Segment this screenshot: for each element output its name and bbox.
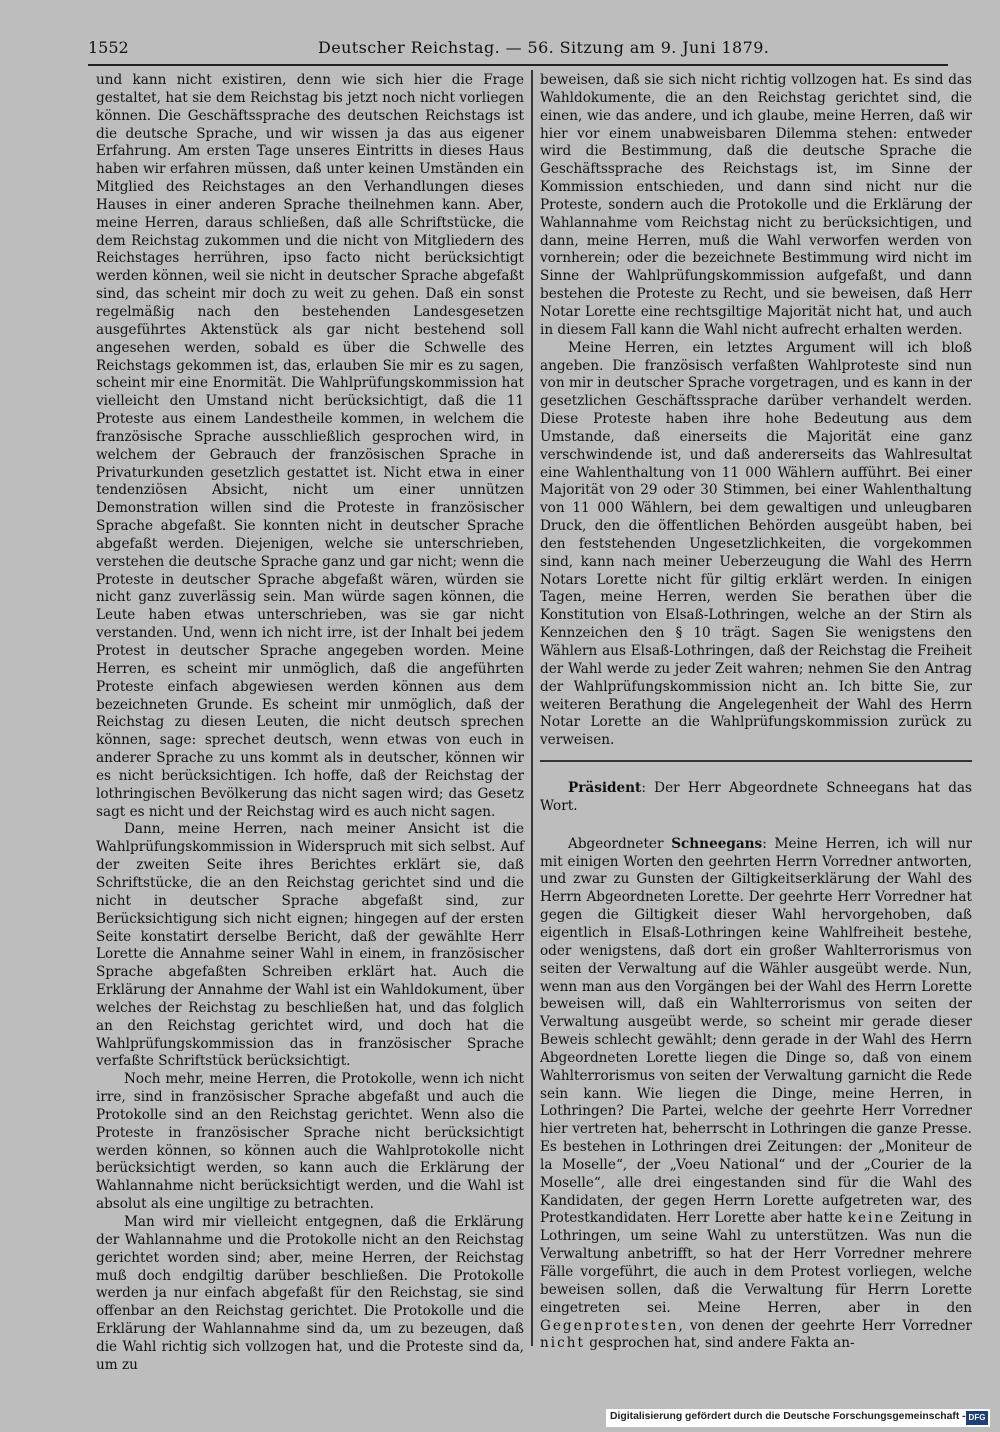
speaker-name: Präsident <box>568 780 642 797</box>
dfg-logo-icon: DFG <box>966 1411 988 1425</box>
emphasis: nicht <box>540 1335 585 1352</box>
digitization-footer <box>606 1409 990 1427</box>
paragraph: Man wird mir vielleicht entgegnen, daß die Erklärung der Wahlannahme und die Protokolle nicht an den Reichstag gerichtet worden sind; aber, meine Herren, der Reichstag muß doch endgiltig darüber beschließen. Die Protokolle werden ja nur einfach abgefaßt für den Reichstag, sie sind offenbar an den Reichstag gerichtet. Die Protokolle und die Erklärung der Wahlannahme sind da, um zu bezeugen, daß die Wahl richtig sich vollzogen hat, und die Proteste sind da, um zu <box>96 1214 524 1373</box>
speech-text: : Der Herr Abgeordnete Schneegans hat das Wort. <box>540 780 972 814</box>
emphasis: Gegenprotesten <box>540 1317 679 1334</box>
speech-text: , von denen der geehrte Herr Vorredner <box>678 1317 972 1334</box>
page-header <box>88 34 948 62</box>
speech-text: : Meine Herren, ich will nur mit einigen Worten den geehrten Herrn Vorredner antworten, und zwar zu Gunsten der Giltigkeitserklärung der Wahl des Herrn Abgeordneten Lorette. Der geehrte Herr Vorredner hat gegen die Giltigkeit dieser Wahl hervorgehoben, daß eigentlich in Elsaß-Lothringen keine Wahlfreiheit bestehe, oder wenigstens, daß dort ein großer Wahlterrorismus von seiten der Verwaltung auf die Wähler ausgeübt werde. Nun, wenn man aus den Vorgängen bei der Wahl des Herrn Lorette beweisen will, daß ein Wahlterrorismus von seiten der Verwaltung ausgeübt werde, so scheint mir gerade dieser Beweis schlecht gewählt; denn gerade in der Wahl des Herrn Abgeordneten Lorette liegen die Dinge so, daß von einem Wahlterrorismus von seiten der Verwaltung garnicht die Rede sein kann. Wie liegen die Dinge, meine Herren, in Lothringen? Die Partei, welche der geehrte Herr Vorredner hier vertreten hat, beherrscht in Lothringen die ganze Presse. Es bestehen in Lothringen drei Zeitungen: der „Moniteur de la Moselle“, der „Voeu National“ und der „Courier de la Moselle“, alle drei eingestanden sind für die Wahl des Kandidaten, der gegen Herrn Lorette aufgetreten war, des Protestkandidaten. Herr Lorette aber hatte <box>540 835 973 1227</box>
footer-credit: Digitalisierung gefördert durch die Deutsche Forschungsgemeinschaft - <box>610 1411 966 1422</box>
paragraph: und kann nicht existiren, denn wie sich hier die Frage gestaltet, hat sie dem Reichstag bis jetzt noch nicht vorliegen können. Die Geschäftssprache des deutschen Reichstags ist die deutsche Sprache, und wir wissen ja das aus eigener Erfahrung. Am ersten Tage unseres Eintritts in dieses Haus haben wir erfahren müssen, daß unter keinen Umständen ein Mitglied des Reichstages an den Verhandlungen dieses Hauses in einer anderen Sprache theilnehmen kann. Aber, meine Herren, daraus schließen, daß alle Schriftstücke, die dem Reichstag zukommen und die nicht von Mitgliedern des Reichstages herrühren, ipso facto nicht berücksichtigt werden können, weil sie nicht in deutscher Sprache abgefaßt sind, das scheint mir doch zu weit zu gehen. Daß ein sonst regelmäßig nach den bestehenden Landesgesetzen ausgeführtes Aktenstück als gar nicht bestehend soll angesehen werden, sobald es über die Schwelle des Reichstags gekommen ist, das, erlauben Sie mir es zu sagen, scheint mir eine Enormität. Die Wahlprüfungskommission hat vielleicht den Umstand nicht berücksichtigt, daß die 11 Proteste aus einem Landestheile kommen, in welchem die französische Sprache ausschließlich gesprochen wird, in welchem der Gebrauch der französischen Sprache in Privaturkunden gesetzlich gestattet ist. Nicht etwa in einer tendenziösen Absicht, nicht um einer unnützen Demonstration willen sind die Proteste in französischer Sprache abgefaßt. Sie konnten nicht in deutscher Sprache abgefaßt werden. Diejenigen, welche sie unterschrieben, verstehen die deutsche Sprache ganz und gar nicht; wenn die Proteste in deutscher Sprache abgefaßt wären, würden sie nicht ganz zuverlässig sein. Man würde sagen können, die Leute haben etwas unterschrieben, was sie gar nicht verstanden. Und, wenn ich nicht irre, ist der Inhalt bei jedem Protest in deutscher Sprache angegeben worden. Meine Herren, es scheint mir unmöglich, daß die angeführten Proteste einfach abgewiesen werden können aus dem bezeichneten Grunde. Es scheint mir unmöglich, daß der Reichstag zu diesen Leuten, die nicht deutsch sprechen können, sage: sprechet deutsch, wenn etwas von euch in anderer Sprache zu uns kommt als in deutscher, können wir es nicht berücksichtigen. Ich hoffe, daß der Reichstag der lothringischen Bevölkerung das nicht sagen wird; das Gesetz sagt es nicht und der Reichstag wird es auch nicht sagen. <box>96 72 524 820</box>
schneegans-speech <box>540 836 972 1353</box>
speech-text: Zeitung in Lothringen, um seine Wahl zu unterstützen. Was nun die Verwaltung anbetrifft, so hat der Herr Vorredner mehrere Fälle vorgeführt, die auch in dem Protest vorliegen, welche beweisen sollen, daß die Verwaltung für Herrn Lorette eingetreten sei. Meine Herren, aber in den <box>540 1210 972 1316</box>
running-title: Deutscher Reichstag. — 56. Sitzung am 9. Juni 1879. <box>318 38 770 57</box>
paragraph: Meine Herren, ein letztes Argument will ich bloß angeben. Die französisch verfaßten Wahlproteste sind nun von mir in deutscher Sprache vorgetragen, und es kann in der gesetzlichen Geschäftssprache darüber verhandelt werden. Diese Proteste haben ihre hohe Bedeutung aus dem Umstande, daß einerseits die Majorität eine ganz verschwindende ist, und daß andererseits das Wahlresultat eine Wahlenthaltung von 11 000 Wählern aufführt. Bei einer Majorität von 29 oder 30 Stimmen, bei einer Wahlenthaltung von 11 000 Wählern, bei dem gewaltigen und unleugbaren Druck, den die öffentlichen Behörden ausgeübt haben, bei den feststehenden Ungesetzlichkeiten, die vorgekommen sind, kann nach meiner Ueberzeugung die Wahl des Herrn Notars Lorette nicht für giltig erklärt werden. In einigen Tagen, meine Herren, werden Sie berathen über die Konstitution von Elsaß-Lothringen, welche an der Stirn als Kennzeichen den § 10 trägt. Sagen Sie wenigstens den Wählern aus Elsaß-Lothringen, daß der Reichstag die Freiheit der Wahl werde zu jeder Zeit wahren; nehmen Sie den Antrag der Wahlprüfungskommission nicht an. Ich bitte Sie, zur weiteren Berathung die Angelegenheit der Wahl des Herrn Notar Lorette an die Wahlprüfungskommission zurück zu verweisen. <box>540 339 972 749</box>
paragraph: Dann, meine Herren, nach meiner Ansicht ist die Wahlprüfungskommission in Widerspruch mit sich selbst. Auf der zweiten Seite ihres Berichtes erklärt sie, daß Schriftstücke, die an den Reichstag gerichtet sind und die nicht in deutscher Sprache abgefaßt sind, zur Berücksichtigung sich nicht eignen; hingegen auf der ersten Seite konstatirt derselbe Bericht, daß der gewählte Herr Lorette die Annahme seiner Wahl in einem, in französischer Sprache abgefaßten Schreiben erklärt hat. Auch die Erklärung der Annahme der Wahl ist ein Wahldokument, über welches der Reichstag zu beschließen hat, und das folglich an den Reichstag gerichtet wird, und doch hat die Wahlprüfungskommission das in französischer Sprache verfaßte Schriftstück berücksichtigt. <box>96 821 524 1070</box>
paragraph: beweisen, daß sie sich nicht richtig vollzogen hat. Es sind das Wahldokumente, die an den Reichstag gerichtet sind, die einen, wie das andere, und ich glaube, meine Herren, daß wir hier vor einem unabweisbaren Dilemma stehen: entweder wird die Bestimmung, daß die deutsche Sprache die Geschäftssprache des Reichstags ist, im Sinne der Kommission entschieden, und dann sind nicht nur die Proteste, sondern auch die Protokolle und die Erklärung der Wahlannahme vom Reichstag nicht zu berücksichtigen, und dann, meine Herren, muß die Wahl verworfen werden von vornherein; oder die bezeichnete Bestimmung wird nicht im Sinne der Wahlprüfungskommission aufgefaßt, und dann bestehen die Proteste zu Recht, und sie beweisen, daß Herr Notar Lorette eine rechtsgiltige Majorität nicht hat, und auch in diesem Fall kann die Wahl nicht aufrecht erhalten werden. <box>540 72 972 338</box>
header-rule <box>88 64 948 66</box>
column-divider <box>531 70 533 1346</box>
speaker-prefix: Abgeordneter <box>568 835 672 852</box>
speech-text: gesprochen hat, sind andere Fakta an- <box>584 1335 855 1352</box>
emphasis: keine <box>847 1210 896 1227</box>
speaker-name: Schneegans <box>671 835 763 852</box>
right-column <box>540 72 973 1352</box>
president-speech <box>540 780 972 816</box>
paragraph: Noch mehr, meine Herren, die Protokolle, wenn ich nicht irre, sind in französischer Sprache abgefaßt und auch die Protokolle sind an den Reichstag gerichtet. Wenn also die Proteste in französischer Sprache nicht berücksichtigt werden können, so können auch die Wahlprotokolle nicht berücksichtigt werden, so kann auch die Erklärung der Wahlannahme nicht berücksichtigt werden, und die Wahl ist absolut als eine ungiltige zu betrachten. <box>96 1071 524 1213</box>
section-divider <box>540 760 972 762</box>
page-number: 1552 <box>88 38 129 57</box>
left-column <box>96 72 524 1373</box>
